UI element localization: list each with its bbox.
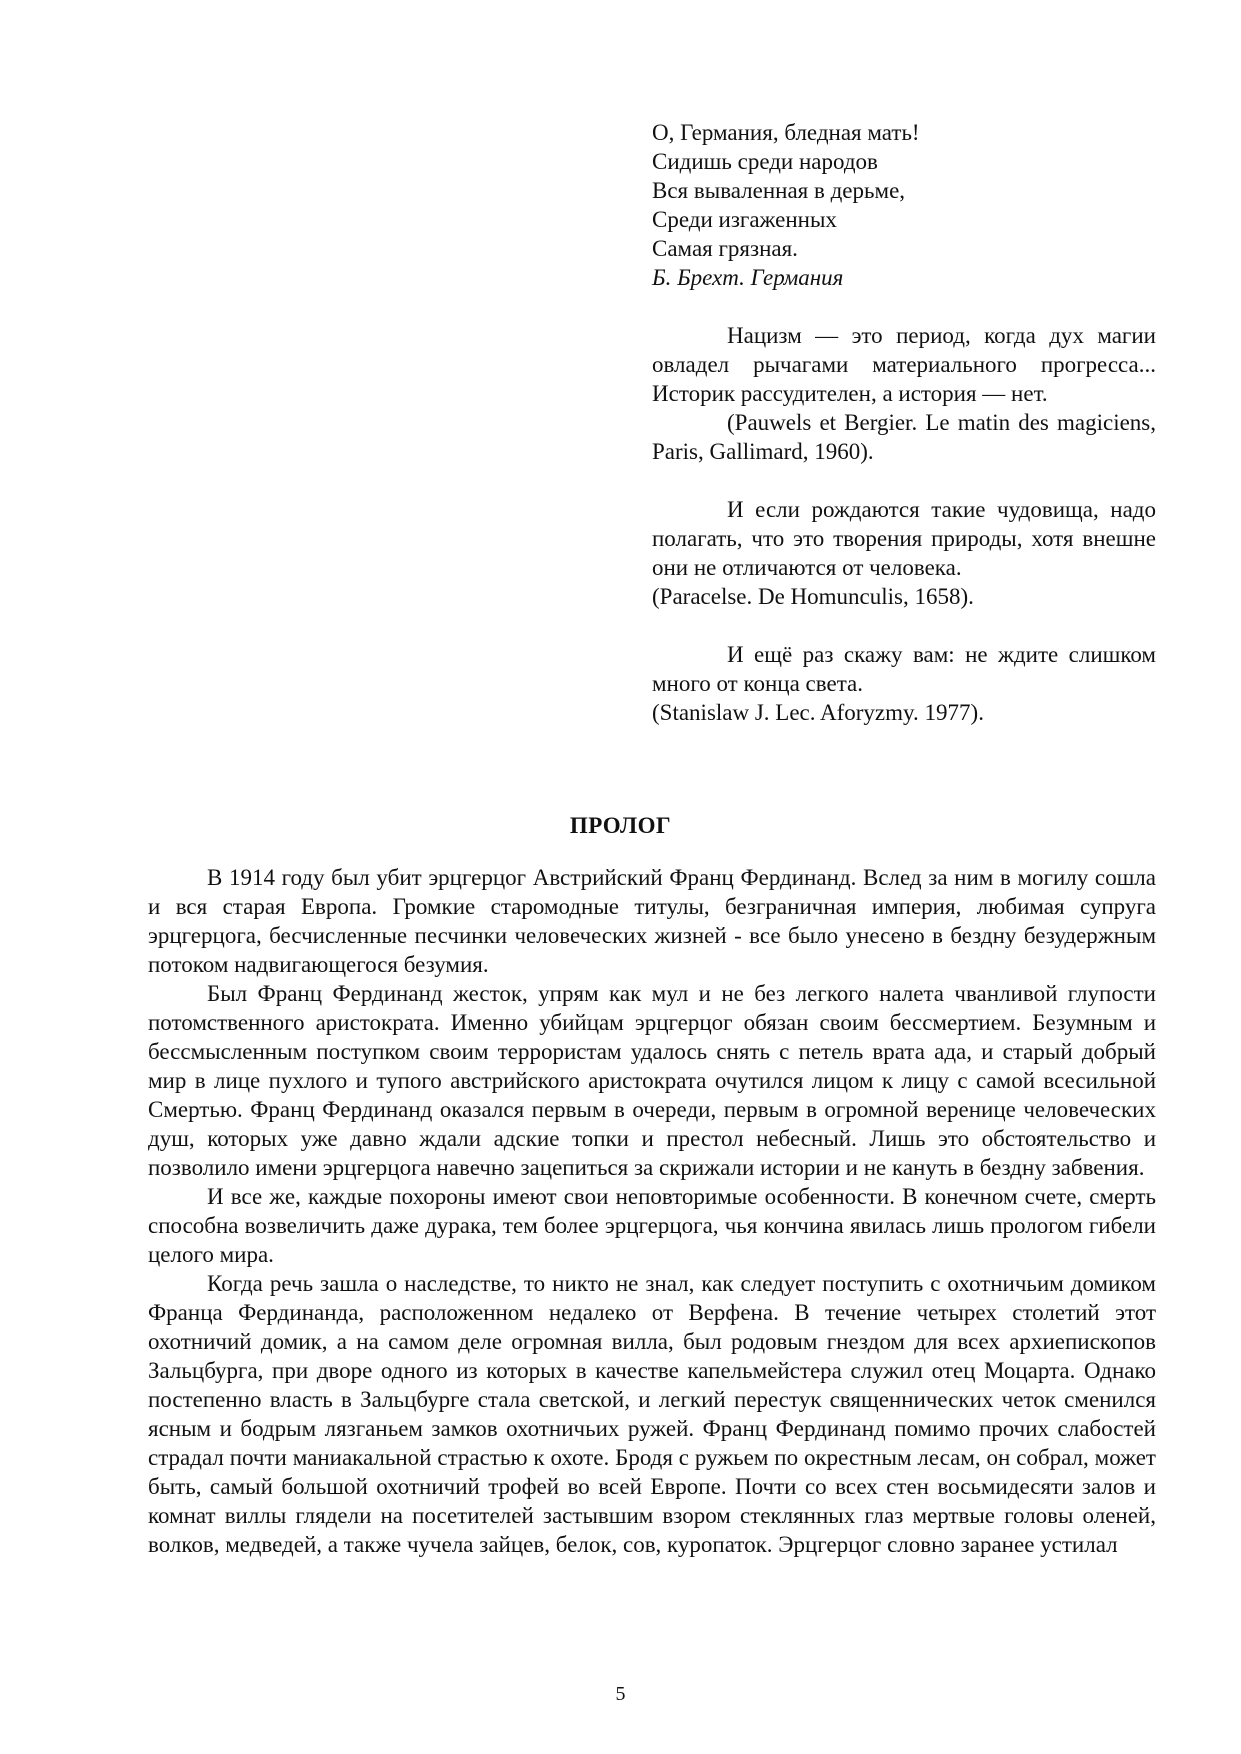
epigraph-quote-3 [652, 640, 1156, 727]
paragraph: И все же, каждые похороны имеют свои неповторимые особенности. В конечном счете, смерть способна возвеличить даже дурака, тем более эрцгерцога, чья кончина явилась лишь прологом гибели целого мира. [148, 1184, 1156, 1267]
epigraph-poem [652, 118, 1156, 292]
quote-source: (Stanislaw J. Lec. Aforyzmy. 1977). [652, 700, 984, 725]
quote-text: И ещё раз скажу вам: не ждите слишком много от конца света. [652, 642, 1156, 696]
body-text [148, 863, 1156, 1559]
paragraph: Был Франц Фердинанд жесток, упрям как мул и не без легкого налета чванливой глупости потомственного аристократа. Именно убийцам эрцгерцог обязан своим бессмертием. Безумным и бессмысленным поступком своим террористам удалось снять с петель врата ада, и старый добрый мир в лице пухлого и тупого австрийского аристократа очутился лицом к лицу с самой всесильной Смертью. Франц Фердинанд оказался первым в очереди, первым в огромной веренице человеческих душ, которых уже давно ждали адские топки и престол небесный. Лишь это обстоятельство и позволило имени эрцгерцога навечно зацепиться за скрижали истории и не кануть в бездну забвения. [148, 981, 1156, 1180]
epigraphs [652, 118, 1156, 727]
quote-text: Нацизм — это период, когда дух магии овладел рычагами материального прогресса... Историк рассудителен, а история — нет. [652, 323, 1156, 406]
poem-attribution: Б. Брехт. Германия [652, 265, 844, 290]
quote-source: (Pauwels et Bergier. Le matin des magiciens, Paris, Gallimard, 1960). [652, 410, 1156, 464]
quote-text: И если рождаются такие чудовища, надо полагать, что это творения природы, хотя внешне они не отличаются от человека. [652, 497, 1156, 580]
chapter-heading: ПРОЛОГ [569, 813, 672, 838]
poem-line: Среди изгаженных [652, 207, 837, 232]
paragraph: Когда речь зашла о наследстве, то никто не знал, как следует поступить с охотничьим домиком Франца Фердинанда, расположенном недалеко от Верфена. В течение четырех столетий этот охотничий домик, а на самом деле огромная вилла, был родовым гнездом для всех архиепископов Зальцбурга, при дворе одного из которых в качестве капельмейстера служил отец Моцарта. Однако постепенно власть в Зальцбурге стала светской, и легкий перестук священнических четок сменился ясным и бодрым лязганьем замков охотничьих ружей. Франц Фердинанд помимо прочих слабостей страдал почти маниакальной страстью к охоте. Бродя с ружьем по окрестным лесам, он собрал, может быть, самый большой охотничий трофей во всей Европе. Почти со всех стен восьмидесяти залов и комнат виллы глядели на посетителей застывшим взором стеклянных глаз мертвые головы оленей, волков, медведей, а также чучела зайцев, белок, сов, куропаток. Эрцгерцог словно заранее устилал [148, 1271, 1156, 1557]
poem-line: Вся вываленная в дерьме, [652, 178, 906, 203]
quote-source: (Paracelse. De Homunculis, 1658). [652, 584, 974, 609]
poem-line: Самая грязная. [652, 236, 798, 261]
epigraph-quote-1 [652, 321, 1156, 466]
paragraph: В 1914 году был убит эрцгерцог Австрийский Франц Фердинанд. Вслед за ним в могилу сошла и вся старая Европа. Громкие старомодные титулы, безграничная империя, любимая супруга эрцгерцога, бесчисленные песчинки человеческих жизней - все было унесено в бездну безудержным потоком надвигающегося безумия. [148, 865, 1156, 977]
poem-line: О, Германия, бледная мать! [652, 120, 920, 145]
page-number: 5 [615, 1683, 626, 1705]
poem-line: Сидишь среди народов [652, 149, 878, 174]
epigraph-quote-2 [652, 495, 1156, 611]
